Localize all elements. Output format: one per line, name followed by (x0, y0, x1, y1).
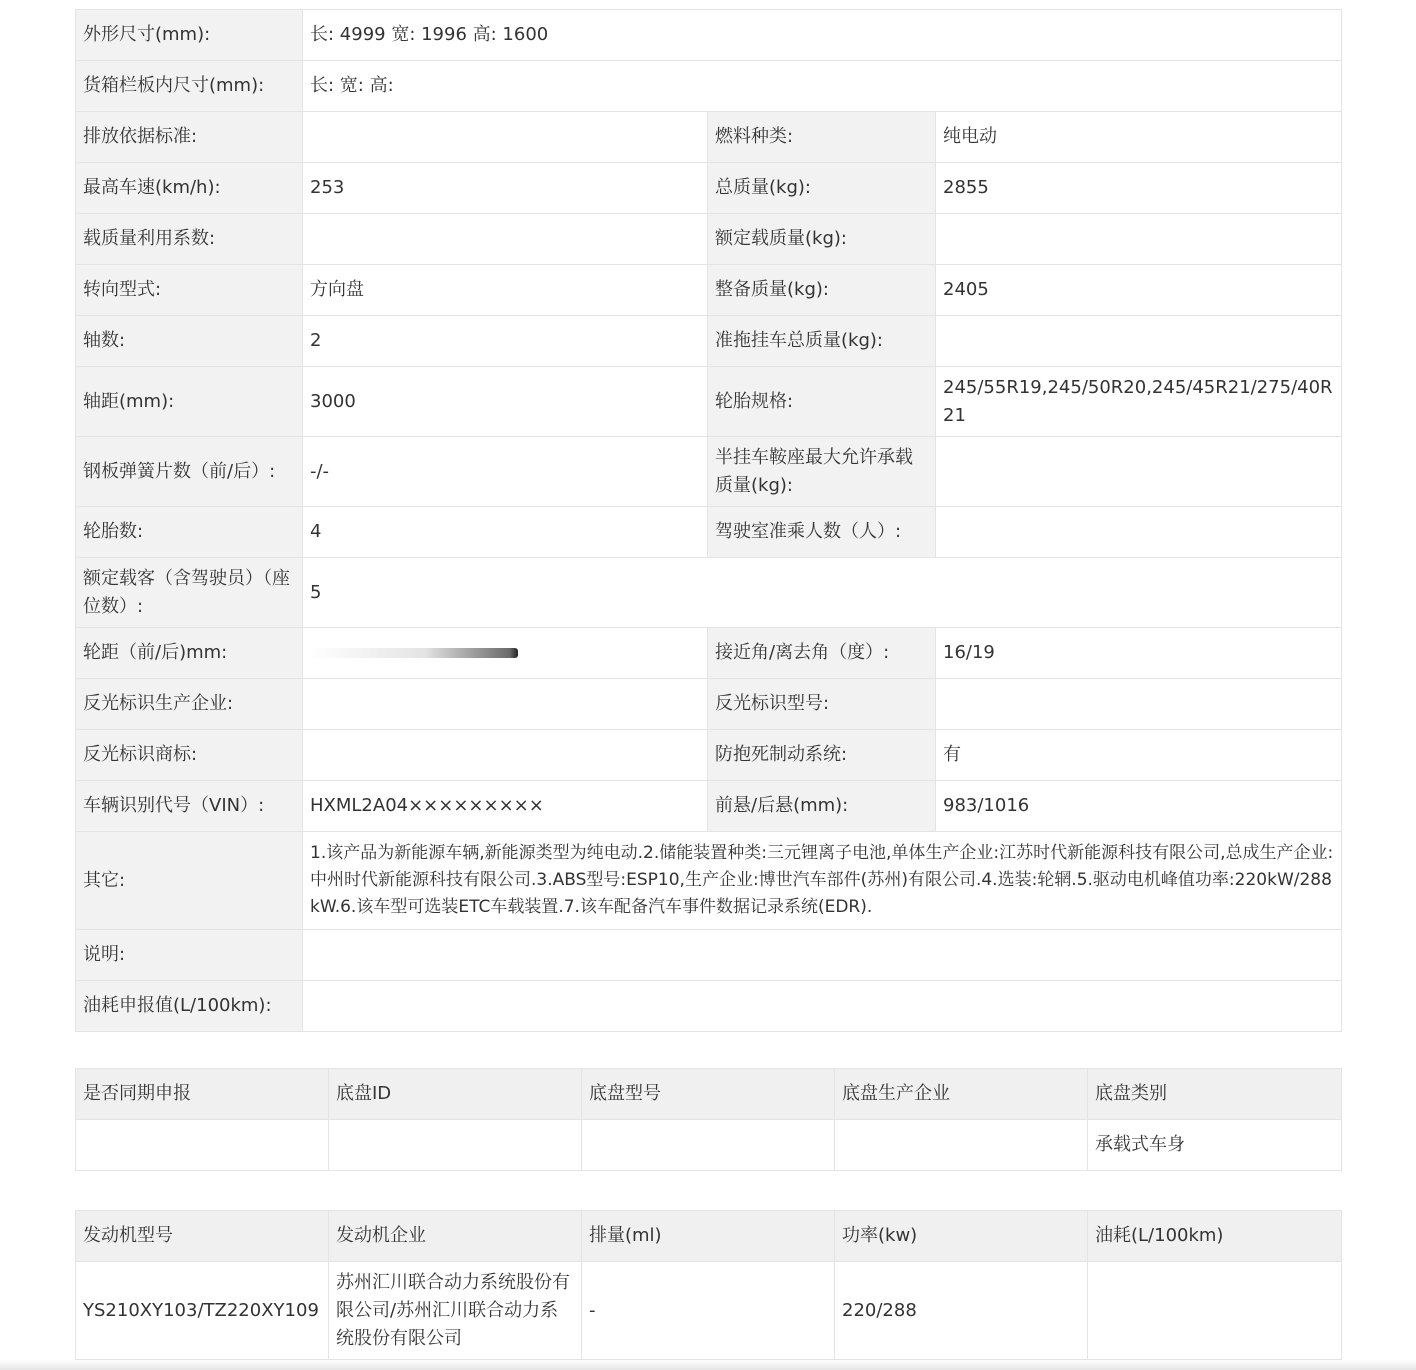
fuel-consumption-value (303, 981, 1342, 1032)
steering-value: 方向盘 (303, 265, 708, 316)
total-mass-value: 2855 (936, 163, 1342, 214)
track-label: 轮距（前/后)mm: (76, 628, 303, 679)
leaf-springs-label: 钢板弹簧片数（前/后）: (76, 437, 303, 507)
abs-label: 防抱死制动系统: (708, 730, 936, 781)
fuel-consumption-label: 油耗申报值(L/100km): (76, 981, 303, 1032)
abs-value: 有 (936, 730, 1342, 781)
redacted-value (310, 648, 518, 658)
table-cell: YS210XY103/TZ220XY109 (76, 1262, 329, 1360)
table-row (76, 112, 1342, 163)
column-header: 底盘类别 (1088, 1069, 1342, 1120)
table-cell: - (582, 1262, 835, 1360)
other-value: 1.该产品为新能源车辆,新能源类型为纯电动.2.储能装置种类:三元锂离子电池,单体生产企业:江苏时代新能源科技有限公司,总成生产企业:中州时代新能源科技有限公司.3.ABS型号:ESP10,生产企业:博世汽车部件(苏州)有限公司.4.选装:轮辋.5.驱动电机峰值功率:220kW/288kW.6.该车型可选装ETC车载装置.7.该车配备汽车事件数据记录系统(EDR). (303, 832, 1342, 930)
table-row (76, 61, 1342, 112)
notes-label: 说明: (76, 930, 303, 981)
table-row (76, 214, 1342, 265)
load-coefficient-label: 载质量利用系数: (76, 214, 303, 265)
tire-count-value: 4 (303, 507, 708, 558)
reflector-brand-label: 反光标识商标: (76, 730, 303, 781)
cargo-box-value: 长: 宽: 高: (303, 61, 1342, 112)
wheelbase-label: 轴距(mm): (76, 367, 303, 437)
reflector-maker-label: 反光标识生产企业: (76, 679, 303, 730)
table-cell: 220/288 (835, 1262, 1088, 1360)
trailer-mass-label: 准拖挂车总质量(kg): (708, 316, 936, 367)
leaf-springs-value: -/- (303, 437, 708, 507)
table-row (76, 558, 1342, 628)
table-row (76, 679, 1342, 730)
column-header: 发动机型号 (76, 1211, 329, 1262)
table-cell: 承载式车身 (1088, 1120, 1342, 1171)
wheelbase-value: 3000 (303, 367, 708, 437)
total-mass-label: 总质量(kg): (708, 163, 936, 214)
table-row (76, 832, 1342, 930)
load-coefficient-value (303, 214, 708, 265)
vin-label: 车辆识别代号（VIN）: (76, 781, 303, 832)
dimensions-value: 长: 4999 宽: 1996 高: 1600 (303, 10, 1342, 61)
column-header: 底盘生产企业 (835, 1069, 1088, 1120)
max-speed-value: 253 (303, 163, 708, 214)
cargo-box-label: 货箱栏板内尺寸(mm): (76, 61, 303, 112)
chassis-table (75, 1068, 1342, 1171)
trailer-mass-value (936, 316, 1342, 367)
tire-spec-label: 轮胎规格: (708, 367, 936, 437)
rated-load-label: 额定载质量(kg): (708, 214, 936, 265)
table-row (76, 507, 1342, 558)
table-row (76, 781, 1342, 832)
tire-spec-value: 245/55R19,245/50R20,245/45R21/275/40R21 (936, 367, 1342, 437)
track-value (303, 628, 708, 679)
approach-departure-value: 16/19 (936, 628, 1342, 679)
column-header: 底盘型号 (582, 1069, 835, 1120)
approach-departure-label: 接近角/离去角（度）: (708, 628, 936, 679)
other-label: 其它: (76, 832, 303, 930)
table-row (76, 1262, 1342, 1360)
column-header: 是否同期申报 (76, 1069, 329, 1120)
rated-load-value (936, 214, 1342, 265)
tire-count-label: 轮胎数: (76, 507, 303, 558)
column-header: 发动机企业 (329, 1211, 582, 1262)
rated-passengers-value: 5 (303, 558, 1342, 628)
column-header: 功率(kw) (835, 1211, 1088, 1262)
overhang-label: 前悬/后悬(mm): (708, 781, 936, 832)
table-row (76, 367, 1342, 437)
table-row (76, 163, 1342, 214)
table-row (76, 265, 1342, 316)
steering-label: 转向型式: (76, 265, 303, 316)
table-row (76, 10, 1342, 61)
table-cell (76, 1120, 329, 1171)
table-cell (1088, 1262, 1342, 1360)
table-row (76, 1120, 1342, 1171)
table-row (76, 437, 1342, 507)
reflector-model-label: 反光标识型号: (708, 679, 936, 730)
reflector-maker-value (303, 679, 708, 730)
cab-passengers-label: 驾驶室准乘人数（人）: (708, 507, 936, 558)
table-row (76, 930, 1342, 981)
reflector-model-value (936, 679, 1342, 730)
max-speed-label: 最高车速(km/h): (76, 163, 303, 214)
curb-mass-value: 2405 (936, 265, 1342, 316)
cab-passengers-value (936, 507, 1342, 558)
spec-table (75, 9, 1342, 1032)
table-cell: 苏州汇川联合动力系统股份有限公司/苏州汇川联合动力系统股份有限公司 (329, 1262, 582, 1360)
axles-value: 2 (303, 316, 708, 367)
table-row (76, 628, 1342, 679)
fuel-type-label: 燃料种类: (708, 112, 936, 163)
column-header: 油耗(L/100km) (1088, 1211, 1342, 1262)
table-cell (582, 1120, 835, 1171)
fuel-type-value: 纯电动 (936, 112, 1342, 163)
table-header-row (76, 1211, 1342, 1262)
emission-standard-value (303, 112, 708, 163)
table-header-row (76, 1069, 1342, 1120)
vin-value: HXML2A04××××××××× (303, 781, 708, 832)
overhang-value: 983/1016 (936, 781, 1342, 832)
column-header: 底盘ID (329, 1069, 582, 1120)
emission-standard-label: 排放依据标准: (76, 112, 303, 163)
table-row (76, 730, 1342, 781)
saddle-load-value (936, 437, 1342, 507)
axles-label: 轴数: (76, 316, 303, 367)
rated-passengers-label: 额定载客（含驾驶员）（座位数）: (76, 558, 303, 628)
dimensions-label: 外形尺寸(mm): (76, 10, 303, 61)
table-cell (835, 1120, 1088, 1171)
table-row (76, 981, 1342, 1032)
saddle-load-label: 半挂车鞍座最大允许承载质量(kg): (708, 437, 936, 507)
table-cell (329, 1120, 582, 1171)
table-row (76, 316, 1342, 367)
bottom-fade (0, 1360, 1416, 1370)
engine-table (75, 1210, 1342, 1360)
curb-mass-label: 整备质量(kg): (708, 265, 936, 316)
column-header: 排量(ml) (582, 1211, 835, 1262)
notes-value (303, 930, 1342, 981)
reflector-brand-value (303, 730, 708, 781)
